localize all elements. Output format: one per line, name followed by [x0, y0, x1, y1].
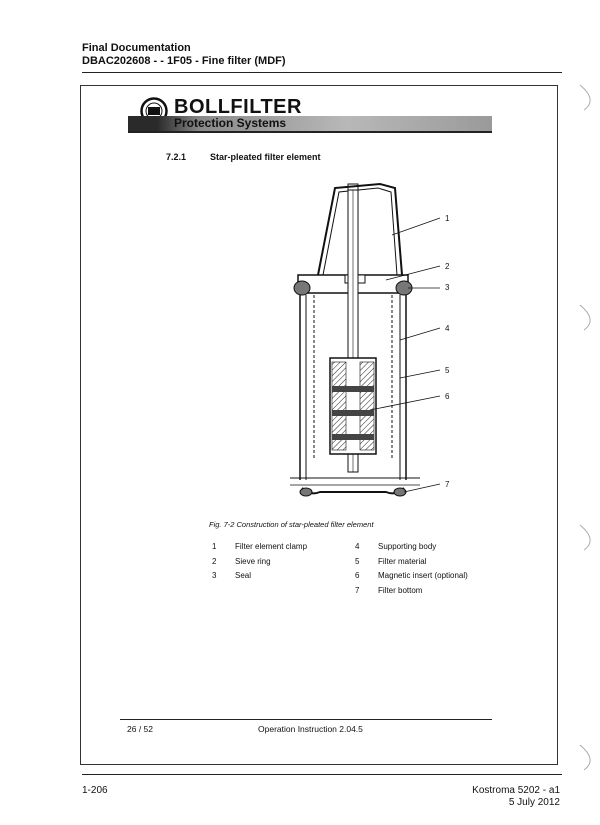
callout-7: 7 — [445, 480, 450, 489]
footer-project: Kostroma 5202 - a1 — [472, 785, 560, 796]
logo-tagline: Protection Systems — [174, 116, 287, 130]
legend-num-5: 5 — [355, 557, 360, 566]
callout-4: 4 — [445, 324, 450, 333]
legend-label-5: Filter material — [378, 557, 427, 566]
callout-3: 3 — [445, 283, 450, 292]
callout-1: 1 — [445, 214, 450, 223]
legend-num-1: 1 — [212, 542, 217, 551]
inner-doc-reference: Operation Instruction 2.04.5 — [258, 724, 363, 734]
legend-label-3: Seal — [235, 571, 252, 580]
section-title: Star-pleated filter element — [210, 152, 321, 162]
binder-hole-marks — [560, 0, 600, 825]
footer-date: 5 July 2012 — [508, 797, 560, 808]
section-number: 7.2.1 — [166, 152, 187, 162]
logo-title: BOLLFILTER — [174, 96, 302, 118]
header-divider — [82, 72, 562, 73]
legend-num-4: 4 — [355, 542, 360, 551]
legend-num-6: 6 — [355, 571, 360, 580]
document-title: Final Documentation — [82, 42, 191, 54]
legend-num-3: 3 — [212, 571, 217, 580]
logo-bar-underline — [128, 131, 492, 133]
legend-num-2: 2 — [212, 557, 217, 566]
figure-caption: Fig. 7-2 Construction of star-pleated filter element — [209, 520, 374, 529]
callout-2: 2 — [445, 262, 450, 271]
page-number: 1-206 — [82, 785, 108, 796]
filter-element-drawing — [290, 180, 470, 510]
legend-label-4: Supporting body — [378, 542, 437, 551]
legend-num-7: 7 — [355, 586, 360, 595]
legend-label-1: Filter element clamp — [235, 542, 308, 551]
legend-label-6: Magnetic insert (optional) — [378, 571, 468, 580]
callout-5: 5 — [445, 366, 450, 375]
inner-page-number: 26 / 52 — [127, 724, 153, 734]
document-subtitle: DBAC202608 - - 1F05 - Fine filter (MDF) — [82, 55, 286, 67]
callout-6: 6 — [445, 392, 450, 401]
inner-footer-divider — [120, 719, 492, 720]
footer-divider — [82, 774, 562, 775]
legend-label-2: Sieve ring — [235, 557, 271, 566]
legend-label-7: Filter bottom — [378, 586, 423, 595]
